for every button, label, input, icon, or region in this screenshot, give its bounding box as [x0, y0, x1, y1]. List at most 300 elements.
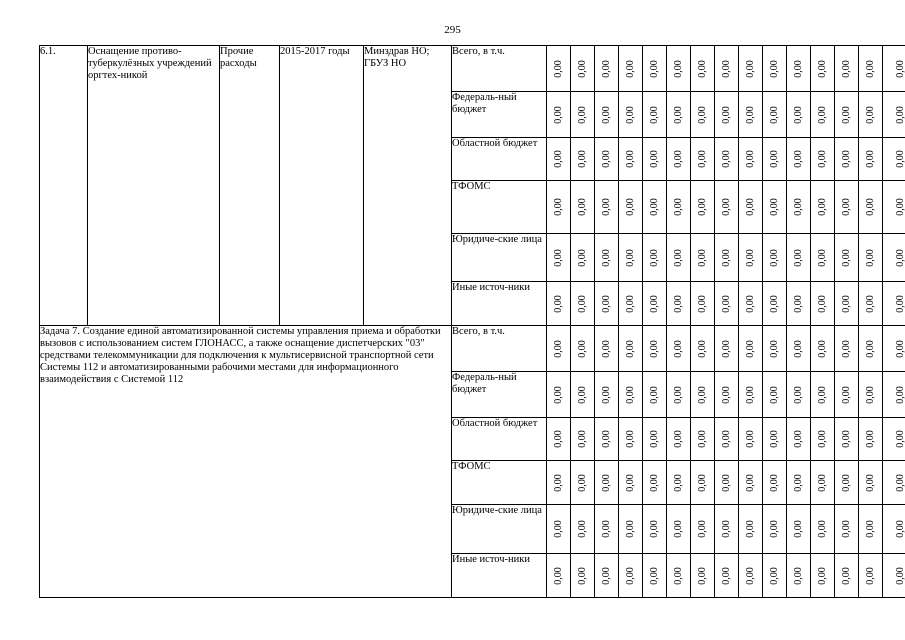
value-text: 0,00 [864, 198, 876, 216]
value-text: 0,00 [624, 520, 636, 538]
value-text: 0,00 [648, 248, 660, 267]
value-cell [787, 92, 811, 138]
value-text: 0,00 [600, 473, 612, 492]
value-cell [763, 505, 787, 554]
value-cell [691, 554, 715, 598]
value-text: 0,00 [792, 566, 804, 585]
value-text: 0,00 [672, 339, 684, 358]
value-text: 0,00 [672, 248, 684, 267]
value-text: 0,00 [864, 105, 876, 124]
value-text: 0,00 [720, 339, 732, 358]
value-cell [715, 181, 739, 234]
value-cell [715, 505, 739, 554]
value-text: 0,00 [672, 150, 684, 168]
value-text: 0,00 [864, 385, 876, 404]
value-cell [811, 46, 835, 92]
value-cell [667, 372, 691, 418]
value-cell [787, 554, 811, 598]
value-cell [763, 181, 787, 234]
value-text: 0,00 [768, 473, 780, 492]
value-text: 0,00 [720, 198, 732, 216]
funding-source-label: Юридиче-ские лица [452, 505, 547, 554]
value-text: 0,00 [576, 150, 588, 168]
value-text: 0,00 [816, 248, 828, 267]
value-cell [547, 418, 571, 461]
value-cell [859, 461, 883, 505]
value-text: 0,00 [894, 339, 905, 358]
value-text: 0,00 [768, 430, 780, 448]
value-text: 0,00 [624, 294, 636, 313]
value-text: 0,00 [816, 430, 828, 448]
value-text: 0,00 [864, 294, 876, 313]
value-cell [883, 326, 905, 372]
value-cell [643, 138, 667, 181]
value-text: 0,00 [792, 430, 804, 448]
value-text: 0,00 [864, 566, 876, 585]
value-text: 0,00 [744, 473, 756, 492]
value-text: 0,00 [720, 473, 732, 492]
value-cell [763, 282, 787, 326]
value-text: 0,00 [768, 294, 780, 313]
value-text: 0,00 [792, 520, 804, 538]
value-cell [835, 505, 859, 554]
value-cell [811, 282, 835, 326]
value-cell [763, 418, 787, 461]
value-cell [667, 181, 691, 234]
value-text: 0,00 [576, 59, 588, 78]
value-cell [739, 461, 763, 505]
value-text: 0,00 [894, 385, 905, 404]
value-cell [883, 46, 905, 92]
value-text: 0,00 [894, 473, 905, 492]
value-text: 0,00 [840, 339, 852, 358]
value-text: 0,00 [744, 430, 756, 448]
period: 2015-2017 годы [280, 46, 364, 326]
value-cell [715, 234, 739, 282]
value-text: 0,00 [792, 385, 804, 404]
value-text: 0,00 [894, 430, 905, 448]
value-text: 0,00 [816, 105, 828, 124]
value-text: 0,00 [792, 105, 804, 124]
value-cell [667, 282, 691, 326]
value-cell [547, 505, 571, 554]
value-cell [595, 326, 619, 372]
value-cell [739, 418, 763, 461]
value-text: 0,00 [768, 520, 780, 538]
value-text: 0,00 [552, 248, 564, 267]
value-cell [763, 372, 787, 418]
value-cell [811, 92, 835, 138]
value-cell [691, 46, 715, 92]
value-cell [787, 372, 811, 418]
value-text: 0,00 [648, 520, 660, 538]
value-cell [571, 372, 595, 418]
value-text: 0,00 [720, 430, 732, 448]
value-cell [595, 138, 619, 181]
funding-source-label: Федераль-ный бюджет [452, 372, 547, 418]
value-text: 0,00 [696, 294, 708, 313]
value-text: 0,00 [894, 520, 905, 538]
value-text: 0,00 [744, 520, 756, 538]
value-cell [595, 282, 619, 326]
value-text: 0,00 [744, 59, 756, 78]
value-text: 0,00 [672, 385, 684, 404]
funding-source-label: ТФОМС [452, 461, 547, 505]
value-text: 0,00 [744, 566, 756, 585]
value-text: 0,00 [696, 105, 708, 124]
value-cell [715, 92, 739, 138]
value-cell [547, 234, 571, 282]
value-text: 0,00 [792, 473, 804, 492]
budget-table [39, 45, 905, 598]
value-text: 0,00 [624, 385, 636, 404]
value-text: 0,00 [576, 385, 588, 404]
value-cell [811, 418, 835, 461]
value-text: 0,00 [600, 385, 612, 404]
value-text: 0,00 [672, 105, 684, 124]
value-cell [643, 46, 667, 92]
value-text: 0,00 [648, 473, 660, 492]
value-text: 0,00 [768, 198, 780, 216]
value-text: 0,00 [600, 105, 612, 124]
value-text: 0,00 [720, 59, 732, 78]
value-text: 0,00 [624, 566, 636, 585]
value-text: 0,00 [894, 105, 905, 124]
value-text: 0,00 [576, 339, 588, 358]
value-cell [883, 554, 905, 598]
measure-name: Оснащение противо-туберкулёзных учреждений оргтех-никой [88, 46, 220, 326]
value-cell [763, 138, 787, 181]
value-text: 0,00 [720, 150, 732, 168]
value-text: 0,00 [894, 248, 905, 267]
value-cell [643, 234, 667, 282]
value-cell [787, 282, 811, 326]
value-cell [859, 46, 883, 92]
value-cell [619, 138, 643, 181]
value-text: 0,00 [840, 473, 852, 492]
value-cell [571, 282, 595, 326]
measure-number: 6.1. [40, 46, 88, 326]
value-text: 0,00 [696, 248, 708, 267]
executor: Минздрав НО; ГБУЗ НО [364, 46, 452, 326]
value-text: 0,00 [720, 385, 732, 404]
value-cell [859, 326, 883, 372]
value-text: 0,00 [840, 385, 852, 404]
value-text: 0,00 [696, 520, 708, 538]
value-cell [619, 234, 643, 282]
value-text: 0,00 [576, 473, 588, 492]
value-cell [547, 46, 571, 92]
funding-source-label: Юридиче-ские лица [452, 234, 547, 282]
value-text: 0,00 [552, 566, 564, 585]
value-text: 0,00 [624, 473, 636, 492]
value-text: 0,00 [576, 566, 588, 585]
value-text: 0,00 [696, 430, 708, 448]
value-cell [571, 418, 595, 461]
value-text: 0,00 [576, 105, 588, 124]
value-cell [643, 461, 667, 505]
value-text: 0,00 [840, 430, 852, 448]
value-cell [571, 46, 595, 92]
value-cell [547, 372, 571, 418]
value-cell [883, 138, 905, 181]
value-text: 0,00 [696, 339, 708, 358]
value-cell [859, 554, 883, 598]
value-text: 0,00 [696, 150, 708, 168]
value-text: 0,00 [792, 198, 804, 216]
value-cell [547, 92, 571, 138]
value-text: 0,00 [672, 520, 684, 538]
value-cell [739, 234, 763, 282]
value-cell [571, 505, 595, 554]
value-cell [643, 554, 667, 598]
value-text: 0,00 [768, 59, 780, 78]
value-text: 0,00 [696, 385, 708, 404]
value-text: 0,00 [864, 473, 876, 492]
value-text: 0,00 [624, 339, 636, 358]
value-cell [619, 282, 643, 326]
value-cell [571, 138, 595, 181]
value-text: 0,00 [672, 59, 684, 78]
value-cell [787, 326, 811, 372]
value-cell [619, 418, 643, 461]
value-text: 0,00 [864, 520, 876, 538]
value-cell [811, 326, 835, 372]
value-text: 0,00 [552, 385, 564, 404]
value-cell [835, 92, 859, 138]
value-cell [835, 234, 859, 282]
value-cell [883, 181, 905, 234]
funding-source-label: Областной бюджет [452, 418, 547, 461]
value-cell [619, 326, 643, 372]
funding-source-label: Иные источ-ники [452, 282, 547, 326]
value-cell [619, 46, 643, 92]
value-cell [763, 234, 787, 282]
value-cell [763, 554, 787, 598]
value-text: 0,00 [816, 339, 828, 358]
value-cell [715, 461, 739, 505]
value-cell [859, 234, 883, 282]
value-cell [787, 234, 811, 282]
value-cell [667, 46, 691, 92]
value-text: 0,00 [744, 339, 756, 358]
value-text: 0,00 [840, 520, 852, 538]
value-text: 0,00 [792, 150, 804, 168]
value-text: 0,00 [840, 150, 852, 168]
value-text: 0,00 [840, 105, 852, 124]
value-text: 0,00 [624, 105, 636, 124]
value-cell [859, 181, 883, 234]
value-text: 0,00 [696, 473, 708, 492]
value-cell [835, 418, 859, 461]
value-cell [619, 92, 643, 138]
value-text: 0,00 [894, 59, 905, 78]
value-cell [835, 554, 859, 598]
value-text: 0,00 [576, 430, 588, 448]
value-cell [811, 181, 835, 234]
value-text: 0,00 [600, 150, 612, 168]
value-cell [619, 505, 643, 554]
value-cell [739, 92, 763, 138]
table-row [40, 326, 905, 372]
value-text: 0,00 [864, 339, 876, 358]
value-cell [739, 505, 763, 554]
task-description: Задача 7. Создание единой автоматизированной системы управления приема и обработки вызовов с использованием систем ГЛОНАСС, а также оснащение диспетчерских "03" средствами телекоммуникации для подключения к мультисервисной транспортной сети Системы 112 и автоматизированными рабочими местами для информационного взаимодействия с Системой 112 [40, 326, 452, 598]
value-text: 0,00 [816, 59, 828, 78]
value-text: 0,00 [768, 150, 780, 168]
value-text: 0,00 [768, 105, 780, 124]
value-text: 0,00 [624, 198, 636, 216]
value-text: 0,00 [720, 105, 732, 124]
value-cell [763, 46, 787, 92]
value-text: 0,00 [744, 150, 756, 168]
value-cell [619, 181, 643, 234]
table-row [40, 46, 905, 92]
value-cell [691, 372, 715, 418]
value-cell [835, 282, 859, 326]
value-text: 0,00 [648, 59, 660, 78]
value-text: 0,00 [840, 566, 852, 585]
value-cell [691, 138, 715, 181]
value-cell [883, 234, 905, 282]
value-cell [859, 372, 883, 418]
value-cell [571, 461, 595, 505]
value-text: 0,00 [744, 198, 756, 216]
value-cell [883, 282, 905, 326]
value-cell [715, 372, 739, 418]
funding-source-label: Федераль-ный бюджет [452, 92, 547, 138]
value-cell [571, 554, 595, 598]
value-cell [715, 418, 739, 461]
value-cell [883, 505, 905, 554]
funding-source-label: ТФОМС [452, 181, 547, 234]
value-text: 0,00 [768, 248, 780, 267]
value-text: 0,00 [552, 59, 564, 78]
value-text: 0,00 [840, 294, 852, 313]
value-cell [883, 418, 905, 461]
value-text: 0,00 [600, 248, 612, 267]
value-cell [883, 372, 905, 418]
value-text: 0,00 [600, 59, 612, 78]
value-cell [715, 554, 739, 598]
value-cell [859, 138, 883, 181]
value-text: 0,00 [624, 59, 636, 78]
value-text: 0,00 [600, 520, 612, 538]
value-text: 0,00 [864, 248, 876, 267]
value-cell [595, 234, 619, 282]
value-text: 0,00 [576, 198, 588, 216]
value-cell [595, 461, 619, 505]
value-text: 0,00 [552, 339, 564, 358]
value-cell [595, 418, 619, 461]
value-cell [739, 46, 763, 92]
value-cell [715, 326, 739, 372]
value-text: 0,00 [648, 150, 660, 168]
value-text: 0,00 [816, 385, 828, 404]
value-cell [571, 326, 595, 372]
value-cell [667, 418, 691, 461]
value-text: 0,00 [768, 566, 780, 585]
value-text: 0,00 [792, 59, 804, 78]
value-text: 0,00 [672, 566, 684, 585]
value-cell [883, 92, 905, 138]
value-text: 0,00 [894, 566, 905, 585]
value-text: 0,00 [648, 198, 660, 216]
value-cell [547, 326, 571, 372]
value-text: 0,00 [816, 566, 828, 585]
value-text: 0,00 [600, 198, 612, 216]
value-text: 0,00 [576, 248, 588, 267]
value-cell [667, 138, 691, 181]
value-cell [739, 554, 763, 598]
value-text: 0,00 [720, 520, 732, 538]
value-cell [811, 138, 835, 181]
value-text: 0,00 [894, 150, 905, 168]
value-cell [835, 138, 859, 181]
value-cell [595, 505, 619, 554]
value-cell [667, 554, 691, 598]
value-cell [547, 461, 571, 505]
value-cell [691, 326, 715, 372]
value-cell [739, 181, 763, 234]
value-cell [667, 92, 691, 138]
funding-source-label: Иные источ-ники [452, 554, 547, 598]
value-text: 0,00 [696, 59, 708, 78]
value-text: 0,00 [816, 150, 828, 168]
value-cell [739, 138, 763, 181]
value-cell [643, 372, 667, 418]
value-cell [739, 282, 763, 326]
value-cell [715, 282, 739, 326]
value-cell [595, 46, 619, 92]
value-cell [859, 92, 883, 138]
value-cell [691, 234, 715, 282]
value-text: 0,00 [600, 430, 612, 448]
funding-source-label: Всего, в т.ч. [452, 46, 547, 92]
value-text: 0,00 [720, 566, 732, 585]
value-cell [691, 282, 715, 326]
value-cell [571, 234, 595, 282]
value-text: 0,00 [672, 473, 684, 492]
value-text: 0,00 [894, 294, 905, 313]
value-text: 0,00 [792, 294, 804, 313]
value-cell [643, 282, 667, 326]
value-cell [643, 181, 667, 234]
value-cell [643, 92, 667, 138]
value-cell [667, 461, 691, 505]
value-text: 0,00 [672, 294, 684, 313]
value-text: 0,00 [552, 105, 564, 124]
value-text: 0,00 [576, 520, 588, 538]
value-text: 0,00 [864, 59, 876, 78]
value-cell [643, 505, 667, 554]
value-text: 0,00 [720, 248, 732, 267]
value-cell [739, 326, 763, 372]
value-text: 0,00 [648, 339, 660, 358]
value-cell [787, 418, 811, 461]
value-text: 0,00 [552, 294, 564, 313]
page-number: 295 [444, 24, 461, 36]
value-text: 0,00 [792, 339, 804, 358]
value-text: 0,00 [894, 198, 905, 216]
value-text: 0,00 [696, 198, 708, 216]
value-text: 0,00 [840, 248, 852, 267]
value-cell [763, 92, 787, 138]
value-text: 0,00 [648, 430, 660, 448]
value-text: 0,00 [552, 430, 564, 448]
value-cell [667, 234, 691, 282]
value-cell [883, 461, 905, 505]
